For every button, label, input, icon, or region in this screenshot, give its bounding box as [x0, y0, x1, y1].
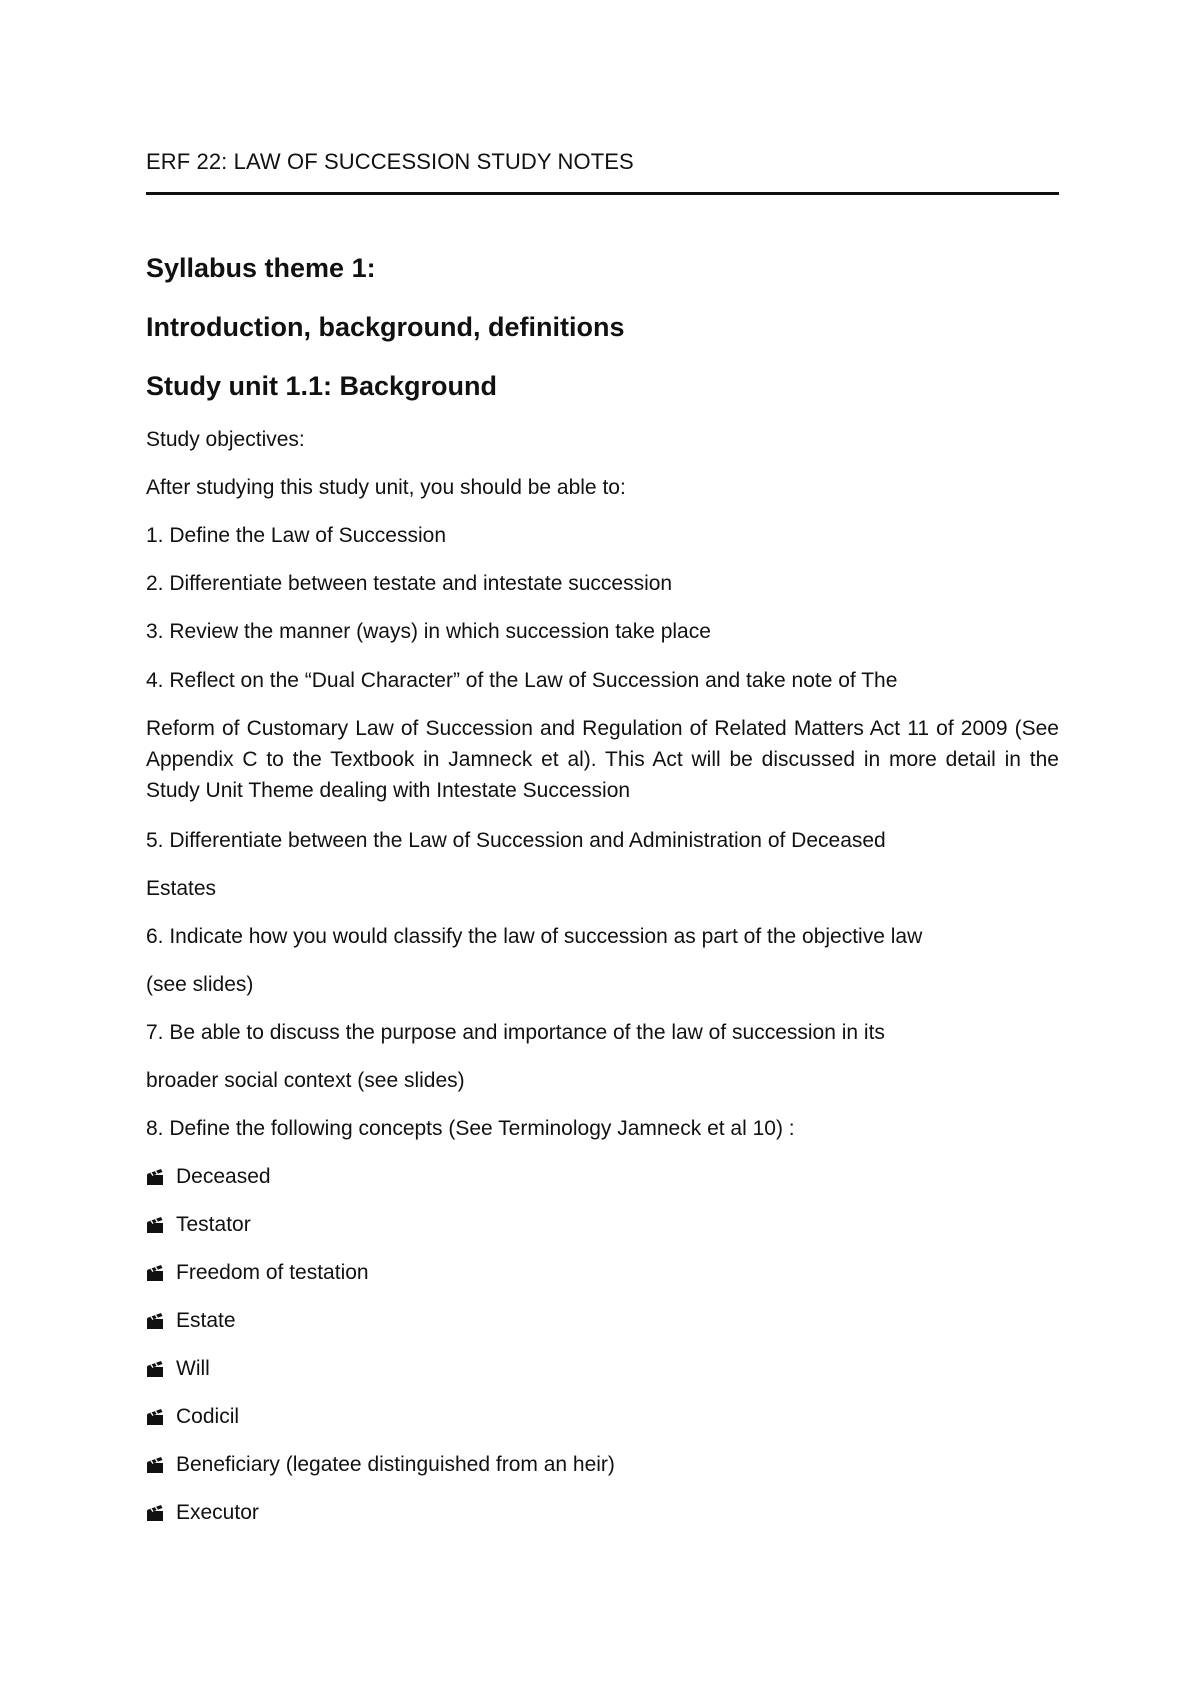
concept-label: Executor — [176, 1501, 259, 1524]
clapperboard-icon — [146, 1360, 164, 1378]
concept-label: Deceased — [176, 1165, 271, 1188]
objective-3: 3. Review the manner (ways) in which succession take place — [146, 620, 711, 643]
objective-6: 6. Indicate how you would classify the law of succession as part of the objective law — [146, 925, 923, 948]
concept-item — [146, 1405, 239, 1429]
concept-item — [146, 1357, 210, 1381]
concept-label: Estate — [176, 1309, 236, 1332]
objective-4: 4. Reflect on the “Dual Character” of the Law of Succession and take note of The — [146, 669, 898, 692]
objective-1: 1. Define the Law of Succession — [146, 524, 447, 547]
objective-4-paragraph: Reform of Customary Law of Succession and Regulation of Related Matters Act 11 of 2009 (See Appendix C to the Textbook in Jamneck et al). This Act will be discussed in more detail in the Study Unit Theme dealing with Intestate Succession — [146, 717, 1059, 802]
clapperboard-icon — [146, 1408, 164, 1426]
objective-8: 8. Define the following concepts (See Terminology Jamneck et al 10) : — [146, 1117, 795, 1140]
concept-item — [146, 1501, 259, 1525]
objective-7-continued: broader social context (see slides) — [146, 1069, 465, 1092]
clapperboard-icon — [146, 1456, 164, 1474]
objective-6-continued: (see slides) — [146, 973, 254, 996]
clapperboard-icon — [146, 1216, 164, 1234]
concept-label: Testator — [176, 1213, 251, 1236]
objective-5-continued: Estates — [146, 877, 217, 900]
concept-label: Beneficiary (legatee distinguished from an heir) — [176, 1453, 615, 1476]
concept-label: Codicil — [176, 1405, 240, 1428]
objective-7: 7. Be able to discuss the purpose and importance of the law of succession in its — [146, 1021, 885, 1044]
objectives-label: Study objectives: — [146, 428, 305, 451]
objectives-intro: After studying this study unit, you should be able to: — [146, 476, 626, 499]
concept-label: Will — [176, 1357, 210, 1380]
concept-item — [146, 1213, 251, 1237]
study-unit-heading: Study unit 1.1: Background — [146, 371, 498, 401]
clapperboard-icon — [146, 1168, 164, 1186]
theme-subtitle-heading: Introduction, background, definitions — [146, 312, 625, 342]
objective-2: 2. Differentiate between testate and intestate succession — [146, 572, 673, 595]
clapperboard-icon — [146, 1312, 164, 1330]
concept-label: Freedom of testation — [176, 1261, 369, 1284]
header-divider — [146, 192, 1059, 195]
clapperboard-icon — [146, 1504, 164, 1522]
concept-item — [146, 1261, 369, 1285]
concept-item — [146, 1309, 236, 1333]
clapperboard-icon — [146, 1264, 164, 1282]
objective-5: 5. Differentiate between the Law of Succession and Administration of Deceased — [146, 829, 886, 852]
concept-item — [146, 1453, 615, 1477]
concept-item — [146, 1165, 271, 1189]
header-title: ERF 22: LAW OF SUCCESSION STUDY NOTES — [146, 149, 634, 174]
syllabus-theme-heading: Syllabus theme 1: — [146, 253, 376, 283]
